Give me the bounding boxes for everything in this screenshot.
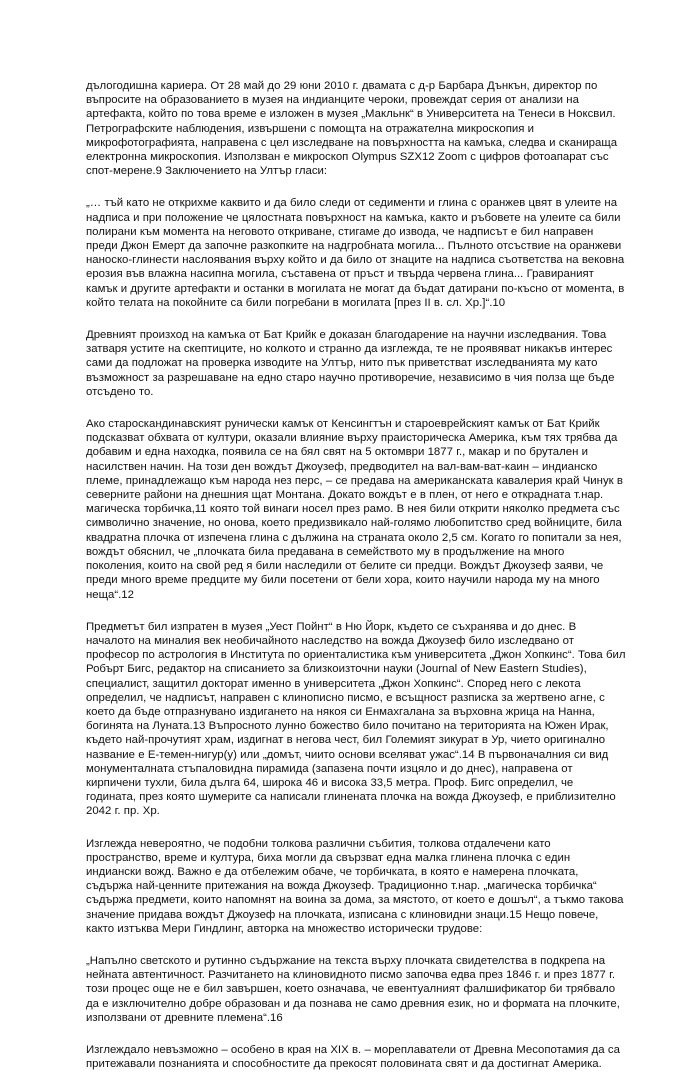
- paragraph-4: Предметът бил изпратен в музея „Уест Пойнт“ в Ню Йорк, където се съхранява и до днес. В началото на миналия век необичайното наследство на вожда Джоузеф било изследвано от професор по астрология в Института по ориенталистика към университета „Джон Хопкинс“. Това бил Робърт Бигс, редактор на списанието за близкоизточни науки (Journal of New Eastern Studies), специалист, защитил докторат именно в университета „Джон Хопкинс“. Според него с лекота определил, че надписът, направен с клинописно писмо, е всъщност разписка за жертвено агне, с което да бъде отпразнувано издигането на някоя си Енмахгалана за върховна жрица на Нанна, богинята на Луната.13 Въпросното лунно божество било почитано на територията на Южен Ирак, където най-прочутият храм, издигнат в негова чест, бил Големият зикурат в Ур, чието оригинално название е Е-темен-нигур(у) или „домът, чиито основи вселяват ужас“.14 В първоначалния си вид монументалната стъпаловидна пирамида (запазена почти изцяло и до днес), направена от кирпичени тухли, била дълга 64, широка 46 и висока 33,5 метра. Проф. Бигс определил, че годината, през която шумерите са написали глинената плочка на вожда Джоузеф, е приблизително 2042 г. пр. Хр.: [86, 620, 626, 818]
- paragraph-3: Ако староскандинавският рунически камък от Кенсингтън и староеврейският камък от Бат Крийк подсказват обхвата от култури, оказали влияние върху праисторическа Америка, към тях трябва да добавим и една находка, появила се на бял свят на 5 октомври 1877 г., макар и по брутален и насилствен начин. На този ден вождът Джоузеф, предводител на вал-вам-ват-каин – индианско племе, принадлежащо към народа нез перс, – се предава на американската кавалерия край Чинук в северните райони на днешния щат Монтана. Докато вождът е в плен, от него е открадната т.нар. магическа торбичка,11 която той винаги носел през рамо. В нея били открити няколко предмета със символично значение, но онова, което предизвикало най-голямо любопитство сред войниците, била квадратна плочка от изпечена глина с дължина на страната около 2,5 см. Когато го попитали за нея, вождът обяснил, че „плочката била предавана в семейството му в продължение на много поколения, които на свой ред я били наследили от белите си предци. Вождът Джоузеф заяви, че преди много време предците му били посетени от бели хора, които научили народа му на много неща“.12: [86, 418, 623, 601]
- paragraph-2: Древният произход на камъка от Бат Крийк е доказан благодарение на научни изследвания. Това затваря устите на скептиците, но колкото и странно да изглежда, те не проявяват никакъв интерес сами да подложат на проверка изводите на Ултър, нито пък приветстват изследванията му като възможност за разрешаване на едно старо научно противоречие, независимо в чия полза ще бъде отсъдено то.: [86, 329, 615, 398]
- paragraph-5: Изглежда невероятно, че подобни толкова различни събития, толкова отдалечени като пространство, време и култура, биха могли да свързват една малка глинена плочка с един индиански вожд. Важно е да отбележим обаче, че торбичката, в която е намерена плочката, съдържа най-ценните притежания на вожда Джоузеф. Традиционно т.нар. „магическа торбичка“ съдържа предмети, които напомнят на воина за дома, за мястото, от което е дошъл“, а тъкмо такова значение придава вождът Джоузеф на плочката, изписана с клиновидни знаци.15 Нещо повече, както изтъква Мери Гиндлинг, авторка на множество исторически трудове:: [86, 837, 624, 935]
- quote-paragraph-2: „Напълно светското и рутинно съдържание на текста върху плочката свидетелства в подкрепа на нейната автентичност. Разчитането на клиновидното писмо започва едва през 1846 г. и през 1877 г. този процес още не е бил завършен, което означава, че евентуалният фалшификатор би трябвало да е изключително добре образован и да познава не само древния език, но и формата на плочките, използвани от древните племена“.16: [86, 954, 620, 1024]
- paragraph-1: дълогодишна кариера. От 28 май до 29 юни 2010 г. двамата с д-р Барбара Дънкън, директор по въпросите на образованието в музея на индианците чероки, провеждат серия от анализи на артефакта, който по това време е изложен в музея „Макльнк“ в Университета на Тенеси в Ноксвил. Петрографските наблюдения, извършени с помощта на отражателна микроскопия и микрофотографията, направена с цел изследване на повърхността на камъка, следва и сканираща електронна микроскопия. Използван е микроскоп Olympus SZX12 Zoom с цифров фотоапарат със спот-мерене.9 Заключението на Ултър гласи:: [86, 80, 618, 178]
- paragraph-6: Изглеждало невъзможно – особено в края на XIX в. – мореплаватели от Древна Месопотамия да са притежавали познанията и способностите да прекосят половината свят и да достигнат Америка.: [86, 1043, 620, 1071]
- document-page: [86, 79, 626, 1089]
- quote-paragraph-1: „… тъй като не открихме каквито и да било следи от седименти и глина с оранжев цвят в улеите на надписа и при положение че цялостната повърхност на камъка, както и ръбовете на улеите са били полирани към момента на неговото откриване, стигаме до извода, че надписът е бил направен преди Джон Емерт да започне разкопките на надгробната могила... Пълното отсъствие на оранжеви наноско-глинести наслоявания върху който и да било от знаците на надписа съответства на вековна ерозия във влажна насипна могила, съставена от пръст и твърда червена глина... Гравираният камък и другите артефакти и останки в могилата не могат да бъдат датирани по-късно от момента, в който телата на покойните са били погребани в могилата [през II в. сл. Хр.]“.10: [86, 197, 625, 309]
